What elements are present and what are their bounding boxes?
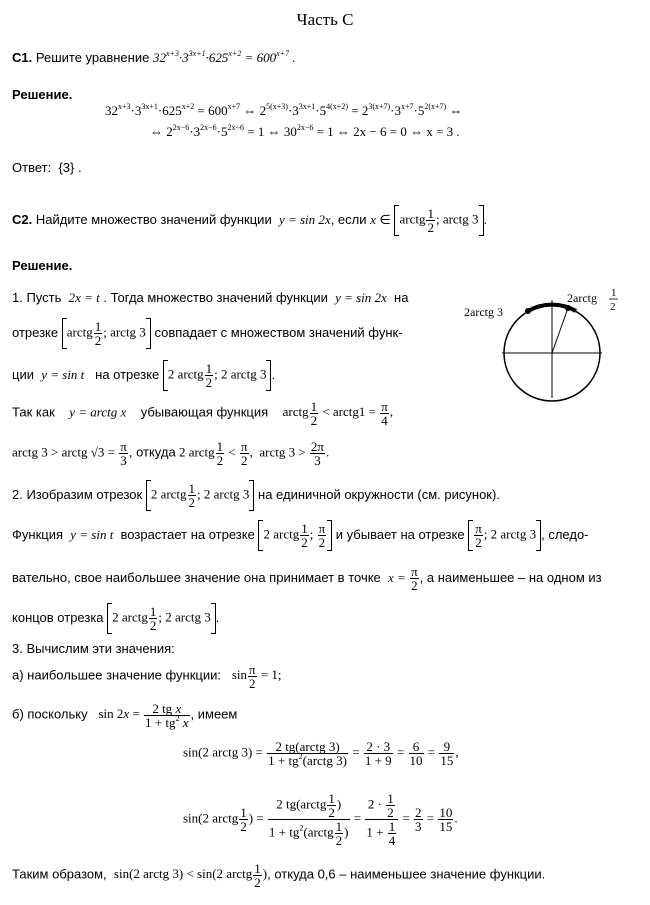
c2-p2: отрезке arctg $\frac{1}{2}$ ; arctg 3 совпадает с множеством значений функ- [12,319,403,348]
c2-final: Таким образом, sin(2 arctg 3) < sin(2 arctg $\frac{1}{2}$ ), откуда 0,6 – наименьшее значение функции. [12,861,546,890]
c1-answer: Ответ: {3} . [12,160,82,175]
c1-problem [12,50,296,66]
c2-calc-2: sin(2 arctg $\frac{1}{2}$ ) = 2 tg(arctg $\frac{1}{2}$ ) $1 + tg^2(arctg$ $\frac{1}{2}$ ) = 2 · $\frac{1}{2}$ 1 + $\frac{1}{4}$ = $\frac{2}{3}$ = $\frac{10}{15}$ . [183,791,458,848]
c1-derivation-line2: ⇔ $2^{2x-6}\cdot 3^{2x-6}\cdot 5^{2x-6} = 1$ ⇔ $30^{2x-6} = 1$ ⇔ 2x − 6 = 0 ⇔ x = 3 . [150,123,460,139]
svg-text:1: 1 [611,287,617,299]
c2-p12: б) поскольку sin 2x = $\frac{\text{2 tg x}}{1 + tg^2 x}$ , имеем [12,701,238,730]
c2-p9: концов отрезка 2 arctg $\frac{1}{2}$ ; 2 arctg 3 . [12,604,220,633]
c2-p6: 2. Изобразим отрезок 2 arctg $\frac{1}{2}$ ; 2 arctg 3 на единичной окружности (см. рисунок). [12,481,500,510]
c1-label: С1. [12,50,33,65]
c2-p1: 1. Пусть 2x = t . Тогда множество значений функции y = sin 2x на [12,290,409,305]
c2-calc-1: sin(2 arctg 3) = $\frac{\text{2 tg(arctg 3)}}{1 + tg^2(arctg 3)}$ = $\frac{2 \cdot 3}{1 + 9}$ = $\frac{6}{10}$ = $\frac{9}{15}$ , [183,739,459,768]
page-title: Часть С [296,10,354,29]
c1-prompt: Решите уравнение [35,50,150,65]
c1-equation: $32^{x+3}\cdot 3^{3x+1}\cdot 625^{x+2} = 600^{x+7}$ . [152,49,296,65]
unit-circle-figure [462,280,642,410]
svg-text:2: 2 [610,301,616,313]
c1-solution-label: Решение. [12,87,73,102]
arc-endpoint-left [525,308,531,314]
c2-p11: а) наибольшее значение функции: sin $\frac{\pi}{2}$ = 1; [12,662,282,691]
c2-p5: arctg 3 > arctg √3 = $\frac{\pi}{3}$ , откуда 2 arctg $\frac{1}{2}$ < $\frac{\pi}{2}$ , arctg 3 > $\frac{2\pi}{3}$ . [12,439,330,468]
c2-solution-label: Решение. [12,258,73,273]
c1-derivation-line1: $32^{x+3}\cdot 3^{3x+1}\cdot 625^{x+2} = 600^{x+7}$ ⇔ $2^{5(x+3)}\cdot 3^{3x+1}\cdot 5^{4(x+2)} = 2^{3(x+7)}\cdot 3^{x+7}\cdot 5^{2(x+7)}$ ⇔ [105,102,463,118]
c2-p8: вательно, свое наибольшее значение она принимает в точке x = $\frac{\pi}{2}$ , а наименьшее – на одном из [12,564,602,593]
label-2arctg3: 2arctg 3 [464,305,503,319]
radius-line [552,308,568,353]
c2-p10: 3. Вычислим эти значения: [12,641,175,656]
label-2arctg-half: 2arctg [567,291,597,305]
c2-p3: ции y = sin t на отрезке 2 arctg $\frac{1}{2}$ ; 2 arctg 3 . [12,361,276,390]
c2-problem: С2. Найдите множество значений функции y = sin 2x, если x ∈ arctg $\frac{1}{2}$ ; arctg 3 . [12,206,488,235]
c2-p4: Так как y = arctg x убывающая функция arctg $\frac{1}{2}$ < arctg1 = $\frac{\pi}{4}$ , [12,399,394,428]
c2-p7: Функция y = sin t возрастает на отрезке 2 arctg $\frac{1}{2}$ ; $\frac{\pi}{2}$ и убывает на отрезке $\frac{\pi}{2}$ ; 2 arctg 3 , следо- [12,521,589,550]
